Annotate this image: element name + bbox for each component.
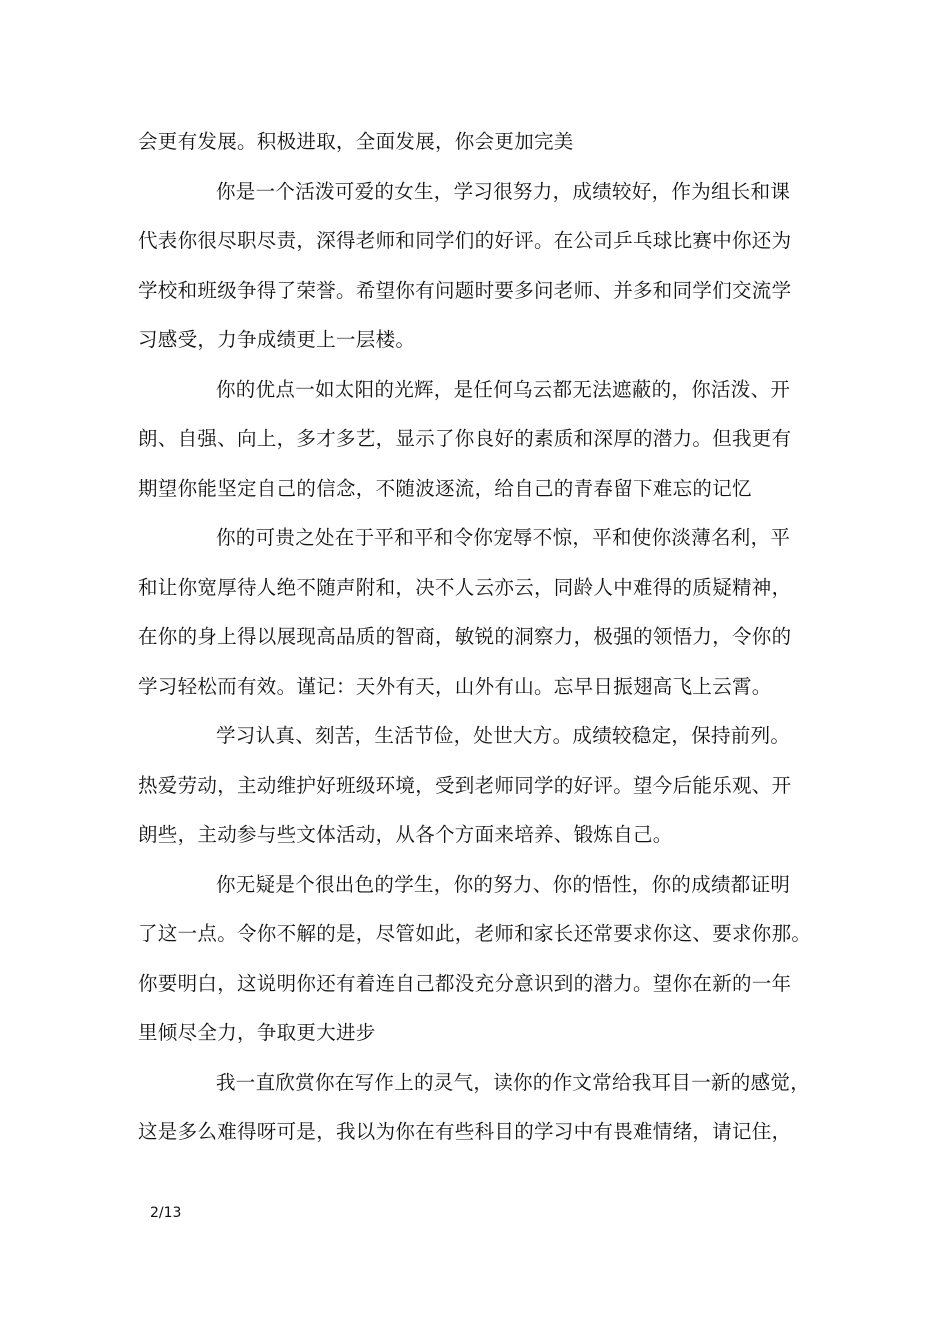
text-line: 代表你很尽职尽责，深得老师和同学们的好评。在公司乒乓球比赛中你还为 <box>138 229 792 252</box>
page-number: 2/13 <box>150 1205 182 1221</box>
text-line: 习感受，力争成绩更上一层楼。 <box>138 328 416 351</box>
text-line: 这是多么难得呀可是，我以为你在有些科目的学习中有畏难情绪，请记住， <box>138 1120 792 1143</box>
text-line: 朗些，主动参与些文体活动，从各个方面来培养、锻炼自己。 <box>138 823 673 846</box>
text-line: 和让你宽厚待人绝不随声附和，决不人云亦云，同龄人中难得的质疑精神， <box>138 575 792 599</box>
paragraph-comment-3 <box>138 518 838 716</box>
paragraph-comment-1 <box>138 172 838 370</box>
text-line: 热爱劳动，主动维护好班级环境，受到老师同学的好评。望今后能乐观、开 <box>138 773 792 797</box>
text-line: 你是一个活泼可爱的女生，学习很努力，成绩较好，作为组长和课 <box>216 179 791 203</box>
text-line: 学习轻松而有效。谨记：天外有天，山外有山。忘早日振翅高飞上云霄。 <box>138 674 772 698</box>
text-line: 你的可贵之处在于平和平和令你宠辱不惊，平和使你淡薄名利，平 <box>216 526 791 549</box>
paragraph-continuation <box>138 122 838 172</box>
text-line: 你无疑是个很出色的学生，你的努力、你的悟性，你的成绩都证明 <box>216 872 791 896</box>
text-line: 了这一点。令你不解的是，尽管如此，老师和家长还常要求你这、要求你那。 <box>138 922 812 945</box>
paragraph-comment-4 <box>138 716 838 865</box>
text-line: 在你的身上得以展现高品质的智商，敏锐的洞察力，极强的领悟力，令你的 <box>138 625 792 648</box>
text-line: 我一直欣赏你在写作上的灵气，读你的作文常给我耳目一新的感觉， <box>216 1070 811 1094</box>
paragraph-comment-6 <box>138 1063 838 1162</box>
document-body <box>138 122 838 1162</box>
text-line: 学校和班级争得了荣誉。希望你有问题时要多问老师、并多和同学们交流学 <box>138 278 792 302</box>
text-line: 学习认真、刻苦，生活节俭，处世大方。成绩较稳定，保持前列。 <box>216 724 791 747</box>
text-line: 你要明白，这说明你还有着连自己都没充分意识到的潜力。望你在新的一年 <box>138 971 792 995</box>
text-line: 里倾尽全力，争取更大进步 <box>138 1021 376 1044</box>
text-line: 期望你能坚定自己的信念，不随波逐流，给自己的青春留下难忘的记忆 <box>138 476 752 500</box>
text-line: 你的优点一如太阳的光辉，是任何乌云都无法遮蔽的，你活泼、开 <box>216 377 791 401</box>
text-line: 朗、自强、向上，多才多艺，显示了你良好的素质和深厚的潜力。但我更有 <box>138 427 792 450</box>
paragraph-comment-5 <box>138 865 838 1063</box>
text-line: 会更有发展。积极进取，全面发展，你会更加完美 <box>138 130 574 153</box>
paragraph-comment-2 <box>138 370 838 519</box>
